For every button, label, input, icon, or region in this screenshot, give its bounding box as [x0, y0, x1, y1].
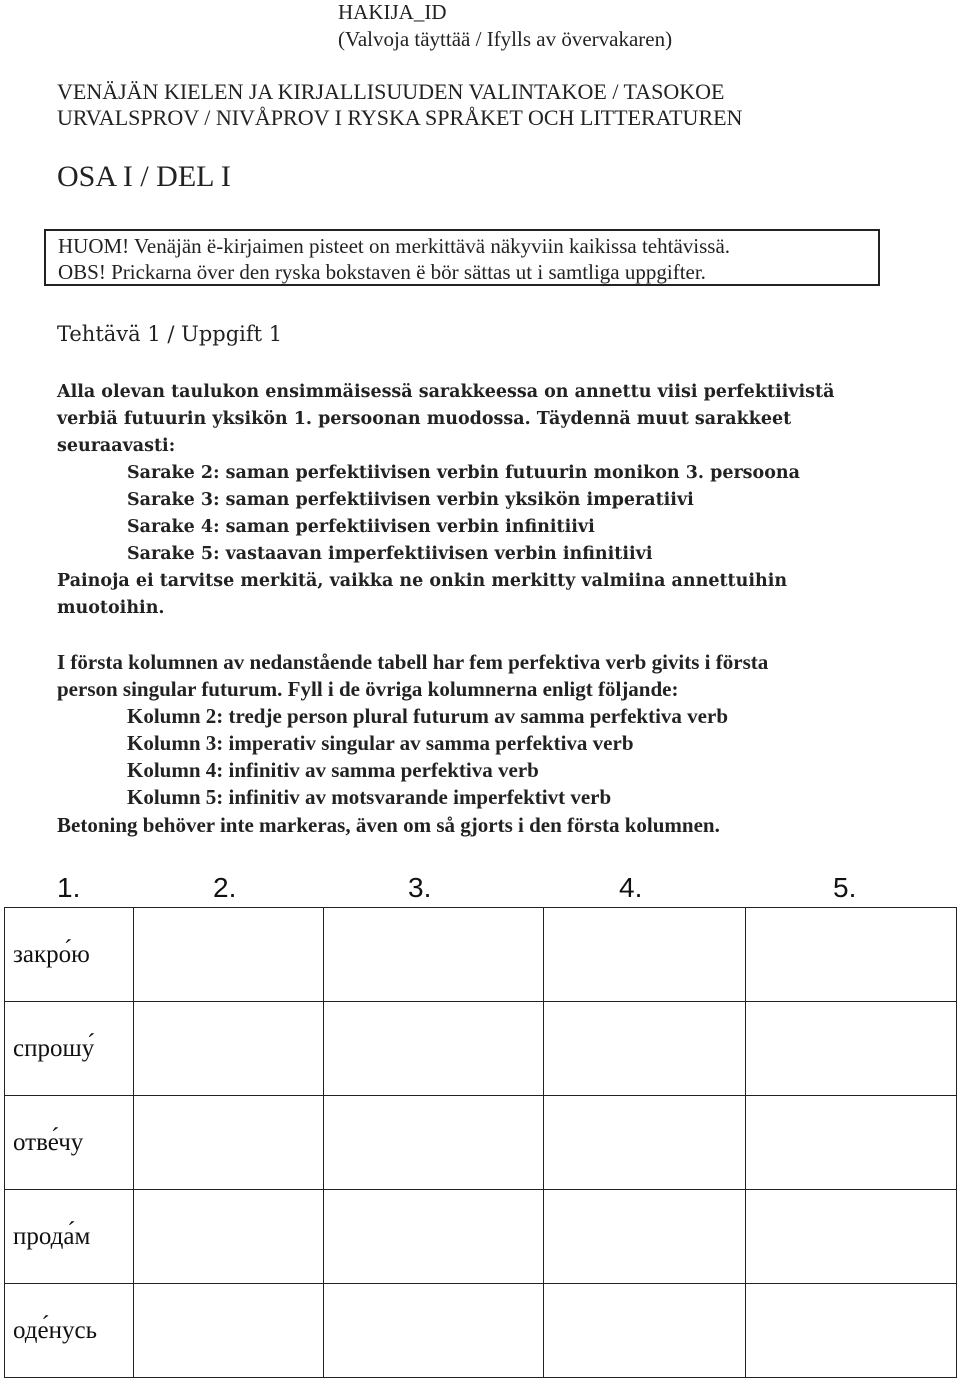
- fi-column-instruction: Sarake 5: vastaavan imperfektiivisen verbin infinitiivi: [127, 544, 653, 564]
- fi-column-instruction: Sarake 3: saman perfektiivisen verbin yksikön imperatiivi: [127, 490, 694, 510]
- answer-cell[interactable]: [134, 1284, 324, 1378]
- answer-cell[interactable]: [746, 1002, 957, 1096]
- sv-intro-line: I första kolumnen av nedanstående tabell har fem perfektiva verb givits i första: [57, 650, 769, 674]
- given-verb-cell: [5, 1190, 134, 1284]
- exam-title-fi: VENÄJÄN KIELEN JA KIRJALLISUUDEN VALINTAKOE / TASOKOE: [57, 79, 725, 104]
- notice-sv: OBS! Prickarna över den ryska bokstaven ë bör sättas ut i samtliga uppgifter.: [58, 260, 706, 284]
- given-verb: отве́чу: [13, 1128, 84, 1156]
- answer-cell[interactable]: [746, 1096, 957, 1190]
- given-verb: спрошу́: [13, 1034, 95, 1062]
- answer-cell[interactable]: [746, 1284, 957, 1378]
- answer-cell[interactable]: [544, 1190, 746, 1284]
- notice-fi: HUOM! Venäjän ë-kirjaimen pisteet on merkittävä näkyviin kaikissa tehtävissä.: [58, 234, 731, 258]
- given-verb-cell: [5, 1096, 134, 1190]
- given-verb-cell: [5, 1002, 134, 1096]
- fi-column-instruction: Sarake 4: saman perfektiivisen verbin infinitiivi: [127, 517, 595, 537]
- fi-intro-line: seuraavasti:: [57, 436, 176, 456]
- fi-intro-line: verbiä futuurin yksikön 1. persoonan muodossa. Täydennä muut sarakkeet: [57, 409, 792, 429]
- answer-cell[interactable]: [746, 908, 957, 1002]
- exam-title-sv: URVALSPROV / NIVÅPROV I RYSKA SPRÅKET OCH LITTERATUREN: [57, 105, 743, 130]
- answer-cell[interactable]: [544, 1284, 746, 1378]
- fi-outro-line: Painoja ei tarvitse merkitä, vaikka ne onkin merkitty valmiina annettuihin: [57, 571, 788, 591]
- table-row: [5, 1096, 957, 1190]
- applicant-id-label: HAKIJA_ID: [338, 0, 447, 24]
- sv-column-instruction: Kolumn 4: infinitiv av samma perfektiva verb: [127, 758, 539, 782]
- applicant-id-note: (Valvoja täyttää / Ifylls av övervakaren): [338, 27, 673, 51]
- fi-intro-line: Alla olevan taulukon ensimmäisessä sarakkeessa on annettu viisi perfektiivistä: [57, 382, 835, 402]
- table-row: [5, 1002, 957, 1096]
- answer-cell[interactable]: [544, 1096, 746, 1190]
- answer-cell[interactable]: [544, 1002, 746, 1096]
- given-verb: прода́м: [13, 1222, 91, 1250]
- given-verb: оде́нусь: [13, 1316, 97, 1344]
- answer-cell[interactable]: [134, 1190, 324, 1284]
- column-number-4: 4.: [619, 872, 643, 903]
- answer-table: [4, 907, 957, 1378]
- sv-column-instruction: Kolumn 3: imperativ singular av samma perfektiva verb: [127, 731, 634, 755]
- notice-box: [44, 229, 880, 286]
- answer-cell[interactable]: [324, 1002, 544, 1096]
- answer-cell[interactable]: [134, 908, 324, 1002]
- task-title: Tehtävä 1 / Uppgift 1: [57, 322, 283, 346]
- table-row: [5, 908, 957, 1002]
- answer-cell[interactable]: [746, 1190, 957, 1284]
- table-row: [5, 1284, 957, 1378]
- answer-cell[interactable]: [544, 908, 746, 1002]
- column-number-5: 5.: [833, 872, 857, 903]
- column-number-3: 3.: [408, 872, 432, 903]
- answer-cell[interactable]: [324, 1096, 544, 1190]
- sv-column-instruction: Kolumn 2: tredje person plural futurum av samma perfektiva verb: [127, 704, 728, 728]
- answer-cell[interactable]: [134, 1002, 324, 1096]
- section-title: OSA I / DEL I: [57, 160, 231, 193]
- fi-column-instruction: Sarake 2: saman perfektiivisen verbin futuurin monikon 3. persoona: [127, 463, 800, 483]
- sv-outro-line: Betoning behöver inte markeras, även om så gjorts i den första kolumnen.: [57, 813, 720, 837]
- table-row: [5, 1190, 957, 1284]
- sv-intro-line: person singular futurum. Fyll i de övriga kolumnerna enligt följande:: [57, 677, 679, 701]
- given-verb: закро́ю: [13, 940, 90, 968]
- column-number-1: 1.: [57, 872, 81, 903]
- given-verb-cell: [5, 1284, 134, 1378]
- fi-outro-line: muotoihin.: [57, 598, 165, 618]
- column-number-2: 2.: [213, 872, 237, 903]
- answer-cell[interactable]: [324, 1284, 544, 1378]
- sv-column-instruction: Kolumn 5: infinitiv av motsvarande imperfektivt verb: [127, 785, 612, 809]
- answer-cell[interactable]: [324, 908, 544, 1002]
- given-verb-cell: [5, 908, 134, 1002]
- answer-cell[interactable]: [324, 1190, 544, 1284]
- answer-cell[interactable]: [134, 1096, 324, 1190]
